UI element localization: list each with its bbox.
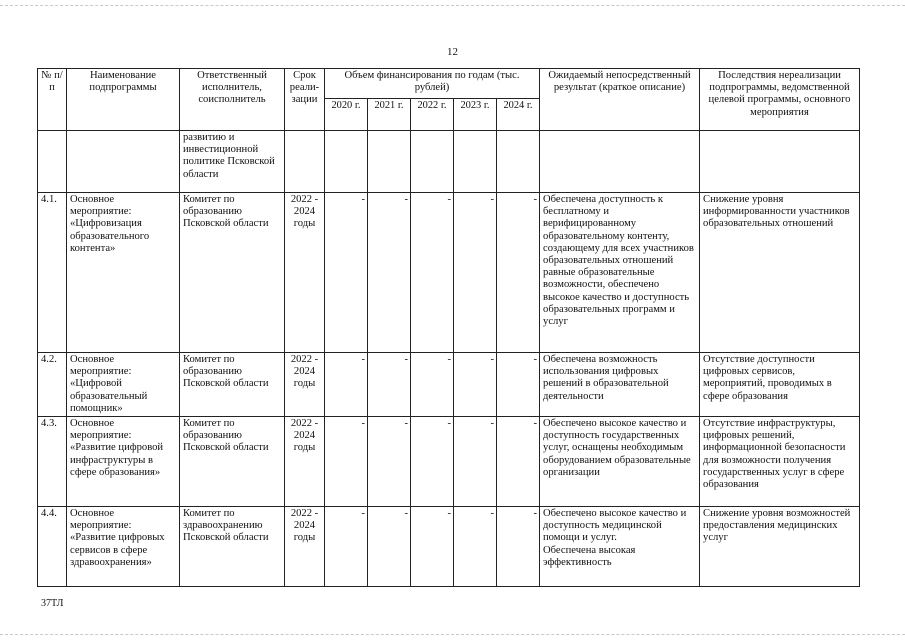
cell-responsible: Комитет по образованию Псковской области — [180, 193, 285, 353]
table-row — [38, 507, 860, 587]
cell-funding: - — [497, 507, 540, 587]
header-term: Срок реали- зации — [285, 69, 325, 131]
cell-funding: - — [368, 507, 411, 587]
cell-funding: - — [368, 417, 411, 507]
cell-funding: - — [411, 417, 454, 507]
cell-funding: - — [325, 193, 368, 353]
cell-term: 2022 - 2024 годы — [285, 193, 325, 353]
cell-result: Обеспечена возможность использования цифровых решений в образовательной деятельности — [540, 353, 700, 417]
cell-funding: - — [411, 193, 454, 353]
cell-funding: - — [411, 353, 454, 417]
cell-responsible: Комитет по образованию Псковской области — [180, 353, 285, 417]
cell-name: Основное мероприятие: «Развитие цифровых сервисов в сфере здравоохранения» — [67, 507, 180, 587]
cell-responsible: Комитет по здравоохранению Псковской области — [180, 507, 285, 587]
cell-result: Обеспечено высокое качество и доступность государственных услуг, оснащены необходимым оборудованием образовательные организации — [540, 417, 700, 507]
cell-result: Обеспечена доступность к бесплатному и верифицированному образовательному контенту, создающему для всех участников образовательных отношений равные образовательные возможности, обеспечено высокое качество и доступность образовательных программ и услуг — [540, 193, 700, 353]
header-year: 2020 г. — [325, 99, 368, 131]
program-table — [37, 68, 860, 587]
header-result: Ожидаемый непосредственный результат (краткое описание) — [540, 69, 700, 131]
cell-consequences: Снижение уровня возможностей предоставления медицинских услуг — [700, 507, 860, 587]
header-consequences: Последствия нереализации подпрограммы, ведомственной целевой программы, основного мероприятия — [700, 69, 860, 131]
header-year: 2023 г. — [454, 99, 497, 131]
cell-num: 4.2. — [38, 353, 67, 417]
cell-result-text: Обеспечена высокая эффективность — [543, 544, 636, 568]
header-name: Наименование подпрограммы — [67, 69, 180, 131]
header-num: № п/п — [38, 69, 67, 131]
cell-result-text: Обеспечено высокое качество и доступность медицинской помощи и услуг. — [543, 508, 687, 544]
cell-funding: - — [454, 353, 497, 417]
cell-funding: - — [368, 353, 411, 417]
cell-responsible: развитию и инвестиционной политике Псковской области — [180, 131, 285, 193]
cell-result — [540, 507, 700, 587]
cell-funding: - — [454, 507, 497, 587]
cell-consequences: Отсутствие доступности цифровых сервисов, мероприятий, проводимых в сфере образования — [700, 353, 860, 417]
cell-funding: - — [325, 353, 368, 417]
cell-funding: - — [497, 417, 540, 507]
cell-name: Основное мероприятие: «Цифровой образовательный помощник» — [67, 353, 180, 417]
cell-funding: - — [454, 193, 497, 353]
header-year: 2022 г. — [411, 99, 454, 131]
cell-term: 2022 - 2024 годы — [285, 417, 325, 507]
cell-num: 4.1. — [38, 193, 67, 353]
cell-num: 4.4. — [38, 507, 67, 587]
cell-responsible: Комитет по образованию Псковской области — [180, 417, 285, 507]
cell-name: Основное мероприятие: «Развитие цифровой инфраструктуры в сфере образования» — [67, 417, 180, 507]
cell-funding: - — [454, 417, 497, 507]
cell-funding: - — [497, 193, 540, 353]
scan-edge-bottom — [0, 634, 905, 635]
scan-edge-top — [0, 5, 905, 6]
header-responsible: Ответственный исполнитель, соисполнитель — [180, 69, 285, 131]
table-row — [38, 353, 860, 417]
cell-name: Основное мероприятие: «Цифровизация образовательного контента» — [67, 193, 180, 353]
header-funding: Объем финансирования по годам (тыс. рублей) — [325, 69, 540, 99]
table-row — [38, 193, 860, 353]
cell-consequences: Отсутствие инфраструктуры, цифровых решений, информационной безопасности для возможности получения государственных услуг в сфере образования — [700, 417, 860, 507]
footer-code: 37ТЛ — [41, 598, 64, 609]
cell-num: 4.3. — [38, 417, 67, 507]
cell-funding: - — [497, 353, 540, 417]
cell-funding: - — [368, 193, 411, 353]
table-row-continuation — [38, 131, 860, 193]
header-year: 2021 г. — [368, 99, 411, 131]
table-row — [38, 417, 860, 507]
cell-funding: - — [325, 417, 368, 507]
cell-term: 2022 - 2024 годы — [285, 353, 325, 417]
cell-consequences: Снижение уровня информированности участников образовательных отношений — [700, 193, 860, 353]
header-year: 2024 г. — [497, 99, 540, 131]
cell-funding: - — [325, 507, 368, 587]
cell-term: 2022 - 2024 годы — [285, 507, 325, 587]
page-number: 12 — [447, 46, 458, 58]
cell-funding: - — [411, 507, 454, 587]
